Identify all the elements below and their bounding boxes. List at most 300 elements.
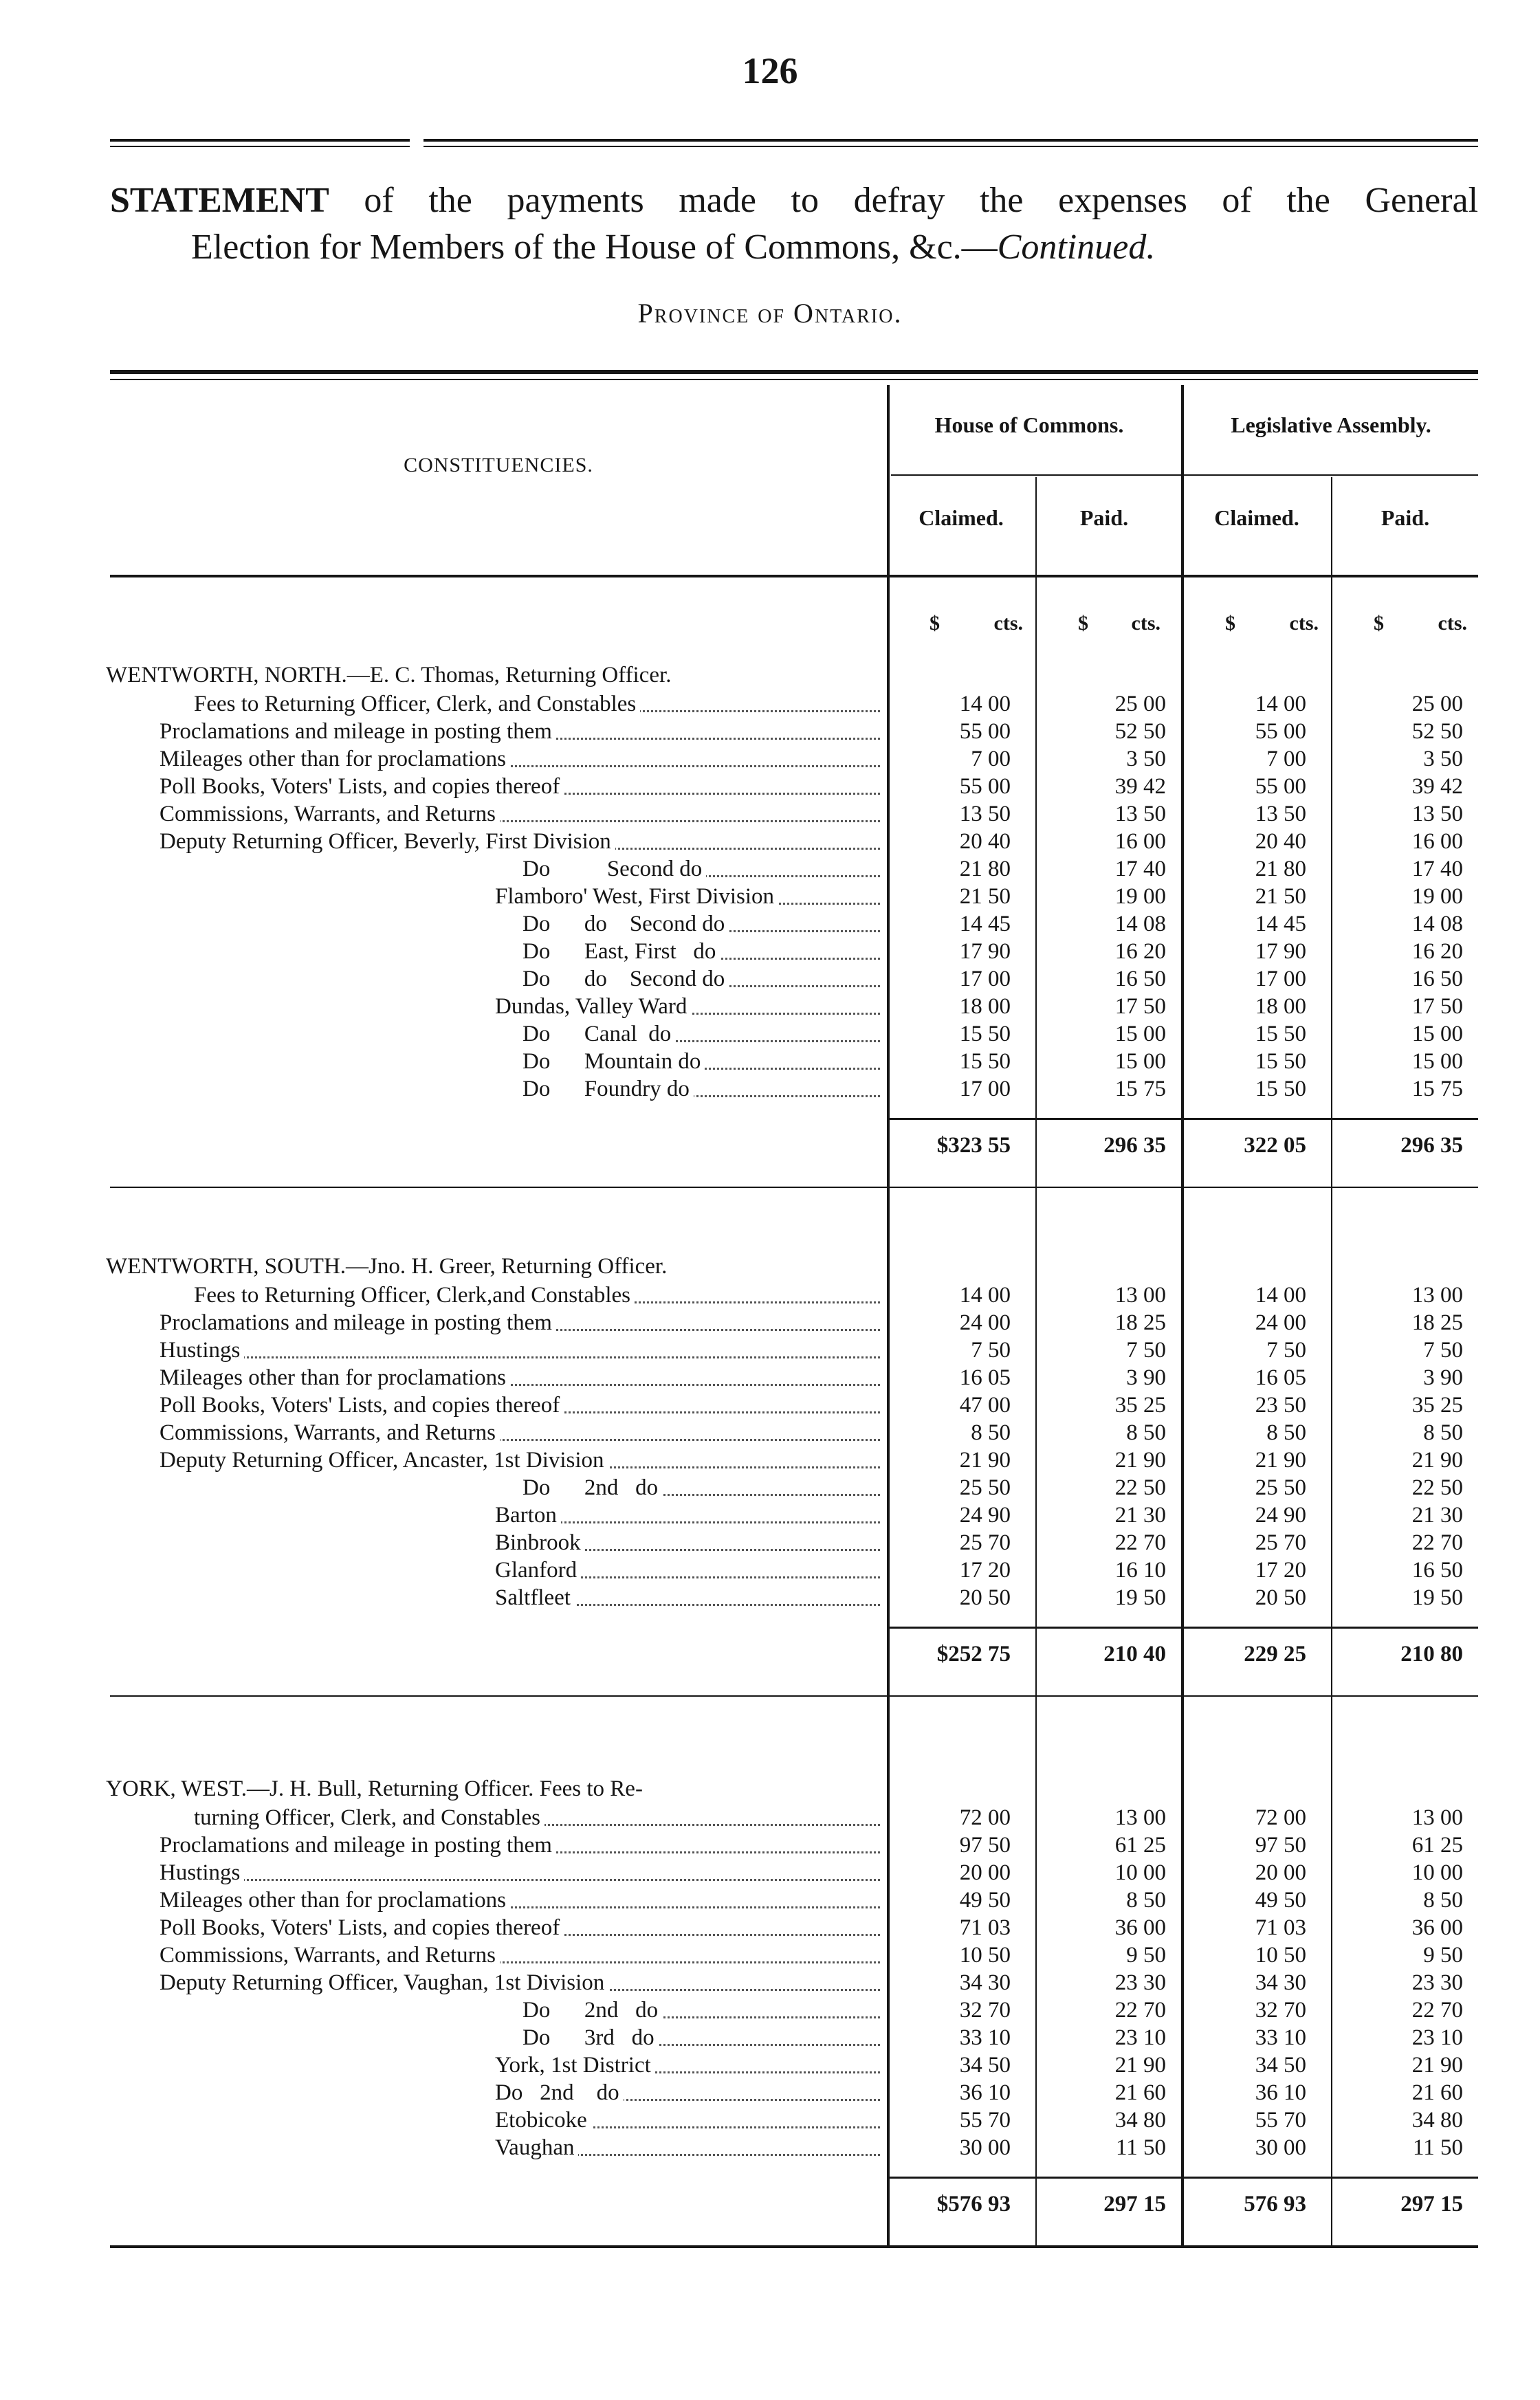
value-la-paid: 10 00 <box>1411 1860 1463 1885</box>
table-row <box>0 938 1540 965</box>
row-label-text: Do do Second do <box>522 912 729 936</box>
row-label <box>522 910 881 938</box>
row-label-text: Commissions, Warrants, and Returns <box>160 802 500 826</box>
hoc-claimed-header: Claimed. <box>918 505 1004 530</box>
row-label-text: Saltfleet <box>495 1585 575 1610</box>
table-row <box>0 1886 1540 1914</box>
table-row <box>0 800 1540 828</box>
value-la-claimed: 15 50 <box>1255 1077 1306 1101</box>
row-label <box>160 1859 881 1886</box>
table-row <box>0 1996 1540 2024</box>
table-row <box>0 1391 1540 1419</box>
row-label <box>160 1831 881 1859</box>
section-heading: WENTWORTH, NORTH.—E. C. Thomas, Returning Officer. <box>106 663 672 687</box>
row-label-text: Do Mountain do <box>522 1049 705 1074</box>
value-hoc-claimed: 97 50 <box>959 1833 1011 1858</box>
value-hoc-claimed: 14 00 <box>959 692 1011 716</box>
la-claimed-header: Claimed. <box>1214 505 1299 530</box>
value-hoc-paid: 61 25 <box>1114 1833 1166 1858</box>
value-hoc-claimed: 16 05 <box>959 1365 1011 1390</box>
section-separator <box>110 1187 1478 1188</box>
table-top-rule-thin <box>110 379 1478 380</box>
statement-title <box>110 177 1478 271</box>
column-rule <box>1181 385 1184 2245</box>
value-hoc-paid: 17 40 <box>1114 857 1166 881</box>
title-line1: of the payments made to defray the expenses of the General <box>364 181 1479 220</box>
value-la-claimed: 21 50 <box>1255 884 1306 909</box>
section-heading: WENTWORTH, SOUTH.—Jno. H. Greer, Returning Officer. <box>106 1254 668 1279</box>
table-row <box>0 1941 1540 1969</box>
value-la-claimed: 20 40 <box>1255 829 1306 854</box>
table-row <box>0 910 1540 938</box>
table-row <box>0 1048 1540 1075</box>
row-label <box>160 1941 881 1969</box>
total-la-claimed: 576 93 <box>1244 2192 1306 2216</box>
row-label <box>522 855 881 883</box>
value-hoc-claimed: 17 00 <box>959 967 1011 991</box>
value-hoc-claimed: 55 00 <box>959 774 1011 799</box>
value-la-paid: 35 25 <box>1411 1393 1463 1418</box>
row-label-text: Commissions, Warrants, and Returns <box>160 1420 500 1445</box>
value-la-claimed: 14 00 <box>1255 692 1306 716</box>
value-la-paid: 36 00 <box>1411 1915 1463 1940</box>
total-hoc-claimed: $323 55 <box>936 1133 1011 1158</box>
value-hoc-paid: 25 00 <box>1114 692 1166 716</box>
value-la-claimed: 17 20 <box>1255 1558 1306 1583</box>
value-la-claimed: 17 00 <box>1255 967 1306 991</box>
value-la-paid: 17 40 <box>1411 857 1463 881</box>
value-la-claimed: 49 50 <box>1255 1888 1306 1913</box>
value-hoc-claimed: 20 50 <box>959 1585 1011 1610</box>
value-la-claimed: 18 00 <box>1255 994 1306 1019</box>
value-hoc-paid: 8 50 <box>1126 1888 1166 1913</box>
la-paid-header: Paid. <box>1380 505 1430 530</box>
value-hoc-claimed: 14 45 <box>959 912 1011 936</box>
row-label-text: Commissions, Warrants, and Returns <box>160 1943 500 1968</box>
row-label-text: Deputy Returning Officer, Beverly, First Division <box>160 829 615 854</box>
value-la-paid: 22 70 <box>1411 1998 1463 2023</box>
table-row <box>0 1831 1540 1859</box>
value-hoc-paid: 13 00 <box>1114 1283 1166 1308</box>
value-la-paid: 15 00 <box>1411 1022 1463 1046</box>
dollar-label: $ <box>1225 612 1235 635</box>
row-label <box>160 1364 881 1391</box>
header-bottom-rule <box>110 575 1478 577</box>
row-label-text: Fees to Returning Officer, Clerk, and Constables <box>194 692 640 716</box>
value-hoc-claimed: 55 70 <box>959 2108 1011 2133</box>
row-label <box>160 1969 881 1996</box>
value-hoc-claimed: 36 10 <box>959 2080 1011 2105</box>
row-label <box>522 2024 881 2051</box>
page-number: 126 <box>742 50 798 91</box>
table-row <box>0 2079 1540 2106</box>
value-la-claimed: 34 30 <box>1255 1970 1306 1995</box>
value-hoc-claimed: 21 50 <box>959 884 1011 909</box>
value-la-paid: 21 90 <box>1411 2053 1463 2078</box>
province-heading: Province of Ontario. <box>637 298 903 329</box>
value-hoc-paid: 21 90 <box>1114 1448 1166 1473</box>
table-row <box>0 2051 1540 2079</box>
value-hoc-claimed: 49 50 <box>959 1888 1011 1913</box>
value-hoc-claimed: 24 00 <box>959 1310 1011 1335</box>
value-hoc-claimed: 21 80 <box>959 857 1011 881</box>
value-hoc-claimed: 7 00 <box>971 747 1011 771</box>
row-label-text: Poll Books, Voters' Lists, and copies thereof <box>160 774 564 799</box>
table-row <box>0 1364 1540 1391</box>
value-la-paid: 22 70 <box>1411 1530 1463 1555</box>
table-row <box>0 1309 1540 1336</box>
total-la-claimed: 322 05 <box>1244 1133 1306 1158</box>
total-hoc-claimed: $576 93 <box>936 2192 1011 2216</box>
row-label <box>495 2051 881 2079</box>
value-hoc-claimed: 72 00 <box>959 1805 1011 1830</box>
value-la-claimed: 17 90 <box>1255 939 1306 964</box>
row-label <box>194 690 881 718</box>
table-row <box>0 1914 1540 1941</box>
row-label-text: Barton <box>495 1503 561 1528</box>
value-hoc-paid: 17 50 <box>1114 994 1166 1019</box>
value-hoc-claimed: 17 00 <box>959 1077 1011 1101</box>
value-la-claimed: 72 00 <box>1255 1805 1306 1830</box>
table-row <box>0 773 1540 800</box>
total-la-paid: 210 80 <box>1400 1642 1463 1666</box>
table-row <box>0 993 1540 1020</box>
total-hoc-paid: 296 35 <box>1103 1133 1166 1158</box>
row-label-text: turning Officer, Clerk, and Constables <box>194 1805 544 1830</box>
dollar-label: $ <box>1374 612 1384 635</box>
row-label <box>495 1529 881 1556</box>
value-la-paid: 18 25 <box>1411 1310 1463 1335</box>
value-la-paid: 16 50 <box>1411 1558 1463 1583</box>
value-la-claimed: 25 70 <box>1255 1530 1306 1555</box>
row-label-text: Hustings <box>160 1338 244 1363</box>
value-la-claimed: 15 50 <box>1255 1022 1306 1046</box>
value-la-claimed: 30 00 <box>1255 2135 1306 2160</box>
dollar-label: $ <box>1078 612 1088 635</box>
row-label <box>495 1501 881 1529</box>
value-hoc-claimed: 32 70 <box>959 1998 1011 2023</box>
value-hoc-claimed: 55 00 <box>959 719 1011 744</box>
table-row <box>0 883 1540 910</box>
row-label <box>522 1996 881 2024</box>
value-hoc-paid: 16 20 <box>1114 939 1166 964</box>
value-la-claimed: 7 50 <box>1266 1338 1306 1363</box>
row-label-text: Deputy Returning Officer, Ancaster, 1st Division <box>160 1448 608 1473</box>
value-hoc-claimed: 25 70 <box>959 1530 1011 1555</box>
top-rule-right <box>424 139 1478 142</box>
value-la-claimed: 15 50 <box>1255 1049 1306 1074</box>
row-label <box>522 1020 881 1048</box>
table-row <box>0 2134 1540 2161</box>
title-bold: STATEMENT <box>110 181 329 220</box>
value-la-claimed: 10 50 <box>1255 1943 1306 1968</box>
table-row <box>0 1529 1540 1556</box>
value-hoc-paid: 23 30 <box>1114 1970 1166 1995</box>
value-la-paid: 39 42 <box>1411 774 1463 799</box>
value-la-claimed: 97 50 <box>1255 1833 1306 1858</box>
value-hoc-claimed: 21 90 <box>959 1448 1011 1473</box>
table-row <box>0 745 1540 773</box>
total-row <box>0 2190 1540 2218</box>
value-la-claimed: 20 00 <box>1255 1860 1306 1885</box>
value-la-claimed: 32 70 <box>1255 1998 1306 2023</box>
row-label-text: Mileages other than for proclamations <box>160 1365 510 1390</box>
table-row <box>0 1075 1540 1103</box>
value-la-paid: 21 60 <box>1411 2080 1463 2105</box>
constituencies-header: CONSTITUENCIES. <box>404 454 593 476</box>
row-label <box>522 938 881 965</box>
row-label-text: Do Second do <box>522 857 706 881</box>
row-label <box>495 1556 881 1584</box>
value-la-paid: 21 30 <box>1411 1503 1463 1528</box>
row-label <box>522 1474 881 1501</box>
value-la-claimed: 8 50 <box>1266 1420 1306 1445</box>
row-label <box>522 965 881 993</box>
row-label-text: Flamboro' West, First Division <box>495 884 778 909</box>
row-label <box>160 1309 881 1336</box>
value-la-claimed: 16 05 <box>1255 1365 1306 1390</box>
value-la-paid: 15 75 <box>1411 1077 1463 1101</box>
dollar-label: $ <box>930 612 940 635</box>
column-rule <box>1331 477 1332 2245</box>
table-row <box>0 855 1540 883</box>
value-la-paid: 13 00 <box>1411 1283 1463 1308</box>
value-la-claimed: 71 03 <box>1255 1915 1306 1940</box>
table-row <box>0 828 1540 855</box>
row-label-text: Do 2nd do <box>522 1998 662 2023</box>
value-hoc-paid: 22 50 <box>1114 1475 1166 1500</box>
cents-label: cts. <box>1289 612 1319 635</box>
value-hoc-claimed: 20 40 <box>959 829 1011 854</box>
section-separator <box>110 1695 1478 1697</box>
row-label <box>495 2134 881 2161</box>
row-label-text: Mileages other than for proclamations <box>160 747 510 771</box>
table-top-rule <box>110 370 1478 374</box>
value-hoc-paid: 21 60 <box>1114 2080 1166 2105</box>
table-row <box>0 1859 1540 1886</box>
value-hoc-paid: 8 50 <box>1126 1420 1166 1445</box>
value-la-paid: 19 00 <box>1411 884 1463 909</box>
value-hoc-paid: 15 00 <box>1114 1022 1166 1046</box>
value-la-paid: 3 50 <box>1423 747 1463 771</box>
row-label-text: Proclamations and mileage in posting them <box>160 719 556 744</box>
value-la-paid: 52 50 <box>1411 719 1463 744</box>
total-la-paid: 296 35 <box>1400 1133 1463 1158</box>
value-la-claimed: 24 00 <box>1255 1310 1306 1335</box>
value-hoc-paid: 23 10 <box>1114 2025 1166 2050</box>
value-la-paid: 23 10 <box>1411 2025 1463 2050</box>
row-label <box>160 1446 881 1474</box>
value-la-paid: 11 50 <box>1412 2135 1463 2160</box>
row-label-text: Mileages other than for proclamations <box>160 1888 510 1913</box>
value-hoc-paid: 9 50 <box>1126 1943 1166 1968</box>
total-la-paid: 297 15 <box>1400 2192 1463 2216</box>
value-hoc-paid: 52 50 <box>1114 719 1166 744</box>
value-hoc-claimed: 15 50 <box>959 1049 1011 1074</box>
title-continued: Continued. <box>997 228 1156 267</box>
value-hoc-paid: 16 00 <box>1114 829 1166 854</box>
value-la-paid: 22 50 <box>1411 1475 1463 1500</box>
value-hoc-claimed: 30 00 <box>959 2135 1011 2160</box>
row-label <box>160 1886 881 1914</box>
total-la-claimed: 229 25 <box>1244 1642 1306 1666</box>
table-row <box>0 1474 1540 1501</box>
row-label-text: Proclamations and mileage in posting them <box>160 1310 556 1335</box>
row-label-text: Poll Books, Voters' Lists, and copies thereof <box>160 1393 564 1418</box>
value-la-paid: 3 90 <box>1423 1365 1463 1390</box>
table-row <box>0 1020 1540 1048</box>
value-hoc-paid: 13 50 <box>1114 802 1166 826</box>
value-hoc-paid: 7 50 <box>1126 1338 1166 1363</box>
row-label <box>160 828 881 855</box>
value-hoc-paid: 19 50 <box>1114 1585 1166 1610</box>
top-rule-left-lower <box>110 146 410 147</box>
row-label <box>160 718 881 745</box>
row-label-text: Etobicoke <box>495 2108 591 2133</box>
value-hoc-claimed: 24 90 <box>959 1503 1011 1528</box>
table-row <box>0 1336 1540 1364</box>
value-la-claimed: 24 90 <box>1255 1503 1306 1528</box>
row-label-text: Hustings <box>160 1860 244 1885</box>
column-rule <box>1035 477 1037 2245</box>
row-label <box>160 773 881 800</box>
row-label <box>495 993 881 1020</box>
value-la-paid: 23 30 <box>1411 1970 1463 1995</box>
row-label <box>160 1336 881 1364</box>
table-row <box>0 718 1540 745</box>
top-rule-right-lower <box>424 146 1478 147</box>
table-row <box>0 1556 1540 1584</box>
value-la-paid: 13 50 <box>1411 802 1463 826</box>
value-la-claimed: 36 10 <box>1255 2080 1306 2105</box>
table-row <box>0 965 1540 993</box>
value-hoc-claimed: 71 03 <box>959 1915 1011 1940</box>
value-hoc-paid: 35 25 <box>1114 1393 1166 1418</box>
table-row <box>0 1804 1540 1831</box>
value-la-claimed: 33 10 <box>1255 2025 1306 2050</box>
row-label-text: Do Foundry do <box>522 1077 694 1101</box>
value-hoc-paid: 16 50 <box>1114 967 1166 991</box>
total-hoc-claimed: $252 75 <box>936 1642 1011 1666</box>
row-label <box>160 1419 881 1446</box>
row-label-text: Fees to Returning Officer, Clerk,and Constables <box>194 1283 635 1308</box>
value-hoc-claimed: 34 30 <box>959 1970 1011 1995</box>
row-label-text: Glanford <box>495 1558 581 1583</box>
value-hoc-claimed: 13 50 <box>959 802 1011 826</box>
value-la-paid: 34 80 <box>1411 2108 1463 2133</box>
value-la-claimed: 21 90 <box>1255 1448 1306 1473</box>
value-hoc-paid: 19 00 <box>1114 884 1166 909</box>
value-la-paid: 7 50 <box>1423 1338 1463 1363</box>
value-hoc-paid: 21 30 <box>1114 1503 1166 1528</box>
value-la-paid: 17 50 <box>1411 994 1463 1019</box>
table-row <box>0 1446 1540 1474</box>
cents-label: cts. <box>1131 612 1160 635</box>
title-line2: Election for Members of the House of Commons, &c.— <box>191 228 998 267</box>
row-label-text: Do East, First do <box>522 939 720 964</box>
value-hoc-paid: 16 10 <box>1114 1558 1166 1583</box>
top-rule-left <box>110 139 410 142</box>
value-la-claimed: 7 00 <box>1266 747 1306 771</box>
total-row <box>0 1132 1540 1159</box>
row-label-text: Dundas, Valley Ward <box>495 994 691 1019</box>
cents-label: cts. <box>1438 612 1467 635</box>
value-la-claimed: 55 00 <box>1255 774 1306 799</box>
value-hoc-paid: 34 80 <box>1114 2108 1166 2133</box>
table-row <box>0 690 1540 718</box>
value-hoc-claimed: 8 50 <box>971 1420 1011 1445</box>
row-label-text: Binbrook <box>495 1530 585 1555</box>
row-label <box>194 1281 881 1309</box>
value-la-claimed: 21 80 <box>1255 857 1306 881</box>
value-hoc-paid: 14 08 <box>1114 912 1166 936</box>
value-la-paid: 16 50 <box>1411 967 1463 991</box>
total-hoc-paid: 210 40 <box>1103 1642 1166 1666</box>
cents-label: cts. <box>993 612 1023 635</box>
value-hoc-claimed: 7 50 <box>971 1338 1011 1363</box>
value-hoc-paid: 22 70 <box>1114 1998 1166 2023</box>
house-of-commons-header: House of Commons. <box>934 412 1124 437</box>
value-la-paid: 25 00 <box>1411 692 1463 716</box>
row-label-text: Do 3rd do <box>522 2025 659 2050</box>
value-hoc-paid: 11 50 <box>1115 2135 1166 2160</box>
value-la-paid: 9 50 <box>1423 1943 1463 1968</box>
table-bottom-rule <box>110 2245 1478 2248</box>
value-la-paid: 8 50 <box>1423 1888 1463 1913</box>
value-la-paid: 8 50 <box>1423 1420 1463 1445</box>
value-hoc-claimed: 15 50 <box>959 1022 1011 1046</box>
value-la-claimed: 55 00 <box>1255 719 1306 744</box>
row-label <box>160 1391 881 1419</box>
value-hoc-paid: 36 00 <box>1114 1915 1166 1940</box>
table-row <box>0 1419 1540 1446</box>
value-hoc-paid: 10 00 <box>1114 1860 1166 1885</box>
row-label-text: York, 1st District <box>495 2053 655 2078</box>
row-label-text: Deputy Returning Officer, Vaughan, 1st Division <box>160 1970 608 1995</box>
value-la-paid: 14 08 <box>1411 912 1463 936</box>
value-hoc-paid: 21 90 <box>1114 2053 1166 2078</box>
section-heading: YORK, WEST.—J. H. Bull, Returning Officer. Fees to Re- <box>106 1776 643 1801</box>
group-underline <box>891 474 1478 476</box>
hoc-paid-header: Paid. <box>1079 505 1129 530</box>
value-hoc-paid: 3 90 <box>1126 1365 1166 1390</box>
value-hoc-paid: 15 75 <box>1114 1077 1166 1101</box>
row-label <box>495 2079 881 2106</box>
value-hoc-claimed: 10 50 <box>959 1943 1011 1968</box>
row-label-text: Do 2nd do <box>495 2080 624 2105</box>
value-hoc-paid: 15 00 <box>1114 1049 1166 1074</box>
row-label-text: Do Canal do <box>522 1022 675 1046</box>
value-hoc-claimed: 17 20 <box>959 1558 1011 1583</box>
value-hoc-claimed: 17 90 <box>959 939 1011 964</box>
value-la-paid: 61 25 <box>1411 1833 1463 1858</box>
value-la-claimed: 14 45 <box>1255 912 1306 936</box>
table-row <box>0 1501 1540 1529</box>
value-hoc-claimed: 18 00 <box>959 994 1011 1019</box>
total-row <box>0 1640 1540 1668</box>
table-row <box>0 2024 1540 2051</box>
row-label <box>495 1584 881 1611</box>
row-label-text: Do 2nd do <box>522 1475 662 1500</box>
row-label-text: Vaughan <box>495 2135 578 2160</box>
value-la-paid: 16 00 <box>1411 829 1463 854</box>
row-label-text: Poll Books, Voters' Lists, and copies thereof <box>160 1915 564 1940</box>
value-la-claimed: 14 00 <box>1255 1283 1306 1308</box>
table-row <box>0 2106 1540 2134</box>
row-label <box>194 1804 881 1831</box>
value-hoc-claimed: 33 10 <box>959 2025 1011 2050</box>
value-la-paid: 15 00 <box>1411 1049 1463 1074</box>
